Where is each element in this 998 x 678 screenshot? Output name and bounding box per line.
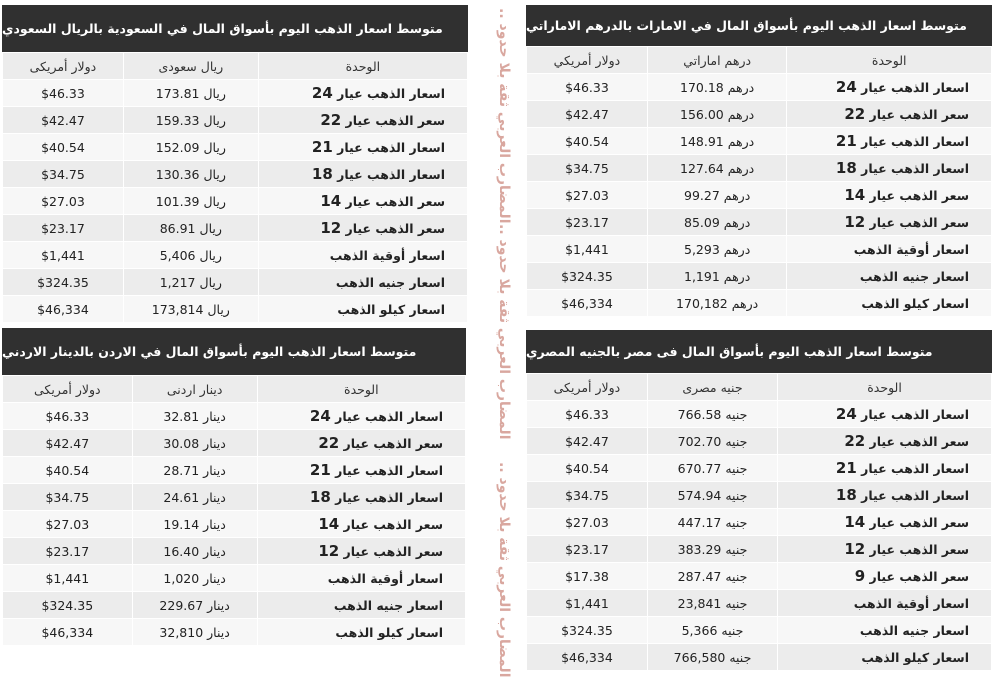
usd-price-cell: $27.03 [3,511,133,538]
usd-price-cell: $46,334 [3,619,133,646]
karat-number: 12 [320,219,342,237]
karat-number: 18 [835,159,857,177]
unit-cell [258,296,467,323]
table-row [3,80,468,107]
karat-number: 21 [309,461,331,479]
unit-cell [257,403,465,430]
unit-label: سعر الذهب عيار [865,215,969,230]
unit-cell [778,401,992,428]
local-price-cell: 1,191 درهم [647,263,787,290]
saudi-title: متوسط اسعار الذهب اليوم بأسواق المال في السعودية بالريال السعودي [2,5,468,52]
local-price-cell: 28.71 دينار [132,457,257,484]
unit-label: اسعار الذهب عيار [856,80,969,95]
table-row [3,269,468,296]
local-currency-header: دينار اردنى [132,376,257,403]
unit-cell [257,430,465,457]
unit-label: اسعار جنيه الذهب [859,623,969,638]
karat-number: 9 [854,567,866,585]
unit-cell [778,590,992,617]
unit-label: اسعار أوقية الذهب [329,248,445,263]
unit-label: اسعار الذهب عيار [332,167,445,182]
table-row [3,538,466,565]
local-price-cell: 19.14 دينار [132,511,257,538]
usd-price-cell: $1,441 [3,242,124,269]
table-row [527,236,992,263]
unit-cell [257,538,465,565]
karat-number: 21 [835,132,857,150]
table-row [3,134,468,161]
local-price-cell: 383.29 جنيه [647,536,777,563]
local-price-cell: 99.27 درهم [647,182,787,209]
table-row [3,107,468,134]
local-price-cell: 152.09 ريال [123,134,258,161]
unit-cell [258,269,467,296]
local-currency-header: ريال سعودى [123,53,258,80]
karat-number: 12 [318,542,340,560]
usd-price-cell: $46.33 [3,80,124,107]
local-price-cell: 229.67 دينار [132,592,257,619]
usd-price-cell: $27.03 [527,509,648,536]
usd-price-cell: $46.33 [527,74,648,101]
table-row [527,455,992,482]
local-price-cell: 16.40 دينار [132,538,257,565]
usd-price-cell: $46.33 [527,401,648,428]
karat-number: 24 [835,405,857,423]
local-price-cell: 173,814 ريال [123,296,258,323]
table-row [527,209,992,236]
unit-label: اسعار جنيه الذهب [333,598,443,613]
karat-number: 18 [835,486,857,504]
usd-price-cell: $17.38 [527,563,648,590]
unit-cell [258,215,467,242]
karat-number: 22 [844,432,866,450]
unit-label: سعر الذهب عيار [865,542,969,557]
karat-number: 22 [318,434,340,452]
unit-label: سعر الذهب عيار [339,436,443,451]
unit-cell [257,565,465,592]
unit-label: اسعار كيلو الذهب [861,296,969,311]
local-price-cell: 101.39 ريال [123,188,258,215]
usd-price-cell: $46,334 [3,296,124,323]
usd-header: دولار أمريكى [527,374,648,401]
usd-price-cell: $40.54 [527,128,648,155]
table-row [527,428,992,455]
local-price-cell: 170,182 درهم [647,290,787,317]
unit-label: اسعار جنيه الذهب [335,275,445,290]
usd-price-cell: $40.54 [527,455,648,482]
usd-price-cell: $23.17 [527,536,648,563]
unit-label: اسعار أوقية الذهب [853,596,969,611]
usd-price-cell: $34.75 [3,161,124,188]
watermark-bottom: المضارب العربي ثقة بلا حدود .. [496,462,512,678]
usd-price-cell: $23.17 [3,215,124,242]
jordan-table [2,375,466,646]
unit-cell [778,482,992,509]
unit-cell [258,161,467,188]
local-price-cell: 1,217 ريال [123,269,258,296]
usd-price-cell: $1,441 [527,590,648,617]
table-row [3,430,466,457]
unit-cell [787,182,992,209]
unit-cell [258,80,467,107]
table-row [3,242,468,269]
local-price-cell: 447.17 جنيه [647,509,777,536]
karat-number: 14 [318,515,340,533]
local-price-cell: 130.36 ريال [123,161,258,188]
usd-price-cell: $34.75 [527,482,648,509]
local-price-cell: 173.81 ريال [123,80,258,107]
egypt-table [526,373,992,671]
unit-cell [258,107,467,134]
usd-price-cell: $23.17 [3,538,133,565]
table-row [3,188,468,215]
table-row [3,296,468,323]
table-row [527,563,992,590]
unit-label: اسعار الذهب عيار [856,461,969,476]
local-price-cell: 766.58 جنيه [647,401,777,428]
local-price-cell: 5,406 ريال [123,242,258,269]
karat-number: 24 [835,78,857,96]
local-price-cell: 85.09 درهم [647,209,787,236]
karat-number: 24 [311,84,333,102]
usd-price-cell: $324.35 [3,269,124,296]
local-price-cell: 159.33 ريال [123,107,258,134]
unit-label: اسعار الذهب عيار [856,488,969,503]
unit-cell [258,242,467,269]
unit-header: الوحدة [257,376,465,403]
usd-price-cell: $34.75 [527,155,648,182]
unit-cell [787,128,992,155]
unit-cell [787,209,992,236]
unit-label: سعر الذهب عيار [865,107,969,122]
unit-label: اسعار الذهب عيار [330,463,443,478]
table-row [3,403,466,430]
local-price-cell: 287.47 جنيه [647,563,777,590]
karat-number: 24 [309,407,331,425]
unit-cell [787,155,992,182]
table-row [527,290,992,317]
unit-label: سعر الذهب عيار [339,517,443,532]
local-price-cell: 24.61 دينار [132,484,257,511]
local-price-cell: 86.91 ريال [123,215,258,242]
saudi-panel [2,5,468,323]
unit-cell [257,457,465,484]
usd-price-cell: $27.03 [3,188,124,215]
local-currency-header: جنيه مصرى [647,374,777,401]
unit-cell [257,619,465,646]
local-price-cell: 23,841 جنيه [647,590,777,617]
local-price-cell: 574.94 جنيه [647,482,777,509]
unit-label: سعر الذهب عيار [865,188,969,203]
table-row [527,263,992,290]
table-row [3,215,468,242]
unit-label: اسعار جنيه الذهب [859,269,969,284]
local-price-cell: 148.91 درهم [647,128,787,155]
usd-price-cell: $46.33 [3,403,133,430]
uae-title: متوسط اسعار الذهب اليوم بأسواق المال في الامارات بالدرهم الاماراتي [526,5,992,46]
local-price-cell: 32.81 دينار [132,403,257,430]
unit-label: سعر الذهب عيار [339,544,443,559]
usd-price-cell: $27.03 [527,182,648,209]
table-row [527,101,992,128]
unit-cell [778,617,992,644]
uae-table [526,46,992,317]
unit-cell [258,134,467,161]
usd-price-cell: $40.54 [3,457,133,484]
karat-number: 21 [835,459,857,477]
unit-cell [787,263,992,290]
unit-cell [787,101,992,128]
local-price-cell: 1,020 دينار [132,565,257,592]
table-row [3,592,466,619]
unit-label: اسعار كيلو الذهب [861,650,969,665]
table-row [3,161,468,188]
unit-cell [258,188,467,215]
usd-price-cell: $46,334 [527,644,648,671]
unit-label: اسعار الذهب عيار [330,409,443,424]
unit-label: سعر الذهب عيار [341,221,445,236]
usd-price-cell: $324.35 [527,617,648,644]
unit-label: سعر الذهب عيار [865,569,969,584]
karat-number: 18 [311,165,333,183]
unit-label: سعر الذهب عيار [341,194,445,209]
table-row [527,128,992,155]
unit-cell [778,536,992,563]
local-price-cell: 156.00 درهم [647,101,787,128]
unit-header: الوحدة [778,374,992,401]
table-row [527,182,992,209]
usd-price-cell: $324.35 [527,263,648,290]
unit-label: اسعار كيلو الذهب [335,625,443,640]
local-price-cell: 702.70 جنيه [647,428,777,455]
unit-cell [787,290,992,317]
unit-label: اسعار الذهب عيار [856,161,969,176]
local-price-cell: 766,580 جنيه [647,644,777,671]
karat-number: 22 [320,111,342,129]
table-row [3,619,466,646]
karat-number: 14 [844,186,866,204]
jordan-title: متوسط اسعار الذهب اليوم بأسواق المال في الاردن بالدينار الاردني [2,328,466,375]
table-row [3,511,466,538]
table-row [527,155,992,182]
karat-number: 12 [844,213,866,231]
unit-cell [778,644,992,671]
unit-label: اسعار كيلو الذهب [337,302,445,317]
unit-cell [778,455,992,482]
table-row [527,509,992,536]
karat-number: 14 [844,513,866,531]
table-row [527,590,992,617]
karat-number: 22 [844,105,866,123]
unit-label: سعر الذهب عيار [865,515,969,530]
usd-price-cell: $46,334 [527,290,648,317]
local-price-cell: 30.08 دينار [132,430,257,457]
unit-label: اسعار أوقية الذهب [853,242,969,257]
jordan-panel [2,328,466,646]
egypt-panel [526,330,992,671]
local-price-cell: 670.77 جنيه [647,455,777,482]
usd-header: دولار أمريكي [527,47,648,74]
usd-price-cell: $40.54 [3,134,124,161]
unit-cell [778,509,992,536]
local-price-cell: 127.64 درهم [647,155,787,182]
unit-label: سعر الذهب عيار [865,434,969,449]
unit-label: اسعار الذهب عيار [330,490,443,505]
watermark-middle: المضارب العربي ثقة بلا حدود .. [496,224,512,440]
usd-price-cell: $42.47 [527,101,648,128]
usd-header: دولار أمريكى [3,376,133,403]
local-price-cell: 5,293 درهم [647,236,787,263]
karat-number: 12 [844,540,866,558]
unit-label: اسعار الذهب عيار [856,407,969,422]
local-price-cell: 5,366 جنيه [647,617,777,644]
unit-label: اسعار أوقية الذهب [327,571,443,586]
table-row [3,565,466,592]
karat-number: 14 [320,192,342,210]
usd-price-cell: $42.47 [3,430,133,457]
table-row [527,617,992,644]
unit-label: اسعار الذهب عيار [332,140,445,155]
table-row [527,482,992,509]
usd-price-cell: $23.17 [527,209,648,236]
unit-label: اسعار الذهب عيار [856,134,969,149]
karat-number: 18 [309,488,331,506]
uae-panel [526,5,992,317]
table-row [527,74,992,101]
unit-label: اسعار الذهب عيار [332,86,445,101]
table-row [527,401,992,428]
watermark-top: المضارب العربي ثقة بلا حدود .. [496,8,512,224]
local-price-cell: 170.18 درهم [647,74,787,101]
unit-label: سعر الذهب عيار [341,113,445,128]
usd-header: دولار أمريكى [3,53,124,80]
saudi-table [2,52,468,323]
unit-cell [787,236,992,263]
unit-header: الوحدة [258,53,467,80]
usd-price-cell: $1,441 [527,236,648,263]
unit-cell [257,511,465,538]
karat-number: 21 [311,138,333,156]
unit-cell [778,428,992,455]
usd-price-cell: $324.35 [3,592,133,619]
egypt-title: متوسط اسعار الذهب اليوم بأسواق المال فى مصر بالجنيه المصري [526,330,992,373]
usd-price-cell: $42.47 [527,428,648,455]
unit-header: الوحدة [787,47,992,74]
unit-cell [787,74,992,101]
unit-cell [257,484,465,511]
unit-cell [257,592,465,619]
usd-price-cell: $42.47 [3,107,124,134]
unit-cell [778,563,992,590]
table-row [3,484,466,511]
table-row [3,457,466,484]
local-currency-header: درهم اماراتي [647,47,787,74]
usd-price-cell: $1,441 [3,565,133,592]
table-row [527,644,992,671]
table-row [527,536,992,563]
usd-price-cell: $34.75 [3,484,133,511]
local-price-cell: 32,810 دينار [132,619,257,646]
